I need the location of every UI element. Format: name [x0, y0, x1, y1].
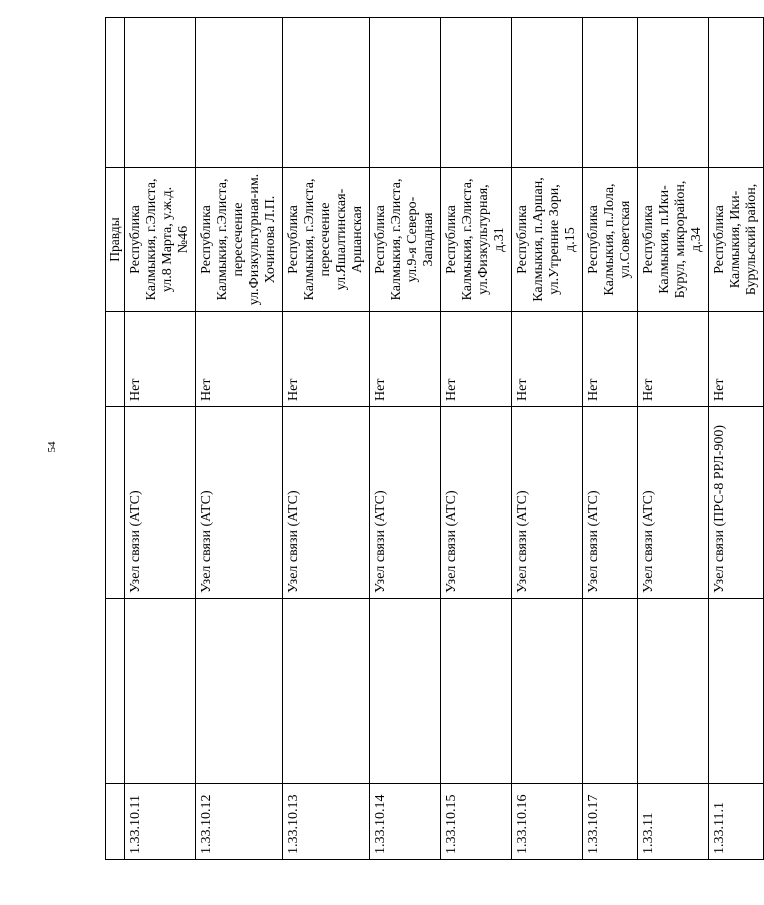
- row-extra-cell: [638, 18, 709, 168]
- row-address: Республика Калмыкия, г.Элиста, ул.Физкультурная, д.31: [441, 168, 512, 312]
- row-flag: Нет: [370, 312, 441, 407]
- table-header-row: [106, 18, 125, 860]
- row-address: Республика Калмыкия, г.Элиста, пересечение ул.Физкультурная-им. Хочинова Л.П.: [196, 168, 283, 312]
- row-address: Республика Калмыкия, г.Элиста, пересечение ул.Яшалтинская-Аршанская: [283, 168, 370, 312]
- row-address: Республика Калмыкия, п.Аршан, ул.Утренние Зори, д.15: [512, 168, 583, 312]
- row-code: 1.33.10.17: [583, 784, 638, 860]
- row-object: Узел связи (АТС): [125, 407, 196, 599]
- row-name-cell: [283, 599, 370, 784]
- table-row: [283, 18, 370, 860]
- objects-table: [105, 17, 764, 860]
- row-flag: Нет: [283, 312, 370, 407]
- row-flag: Нет: [196, 312, 283, 407]
- row-address: Республика Калмыкия, г.Элиста, ул.9-я Северо-Западная: [370, 168, 441, 312]
- header-address: Правды: [106, 168, 125, 312]
- header-flag: [106, 312, 125, 407]
- rotated-table-wrapper: [105, 18, 759, 860]
- row-address: Республика Калмыкия, г.Элиста, ул.8 Марта, у.ж.д. №46: [125, 168, 196, 312]
- row-name-cell: [709, 599, 764, 784]
- row-flag: Нет: [709, 312, 764, 407]
- page-number: 54: [46, 441, 58, 453]
- row-address: Республика Калмыкия, п.Ики-Бурул, микрорайон, д.34: [638, 168, 709, 312]
- row-flag: Нет: [583, 312, 638, 407]
- table-row: [125, 18, 196, 860]
- row-extra-cell: [583, 18, 638, 168]
- header-object: [106, 407, 125, 599]
- header-code: [106, 784, 125, 860]
- row-code: 1.33.10.15: [441, 784, 512, 860]
- row-extra-cell: [512, 18, 583, 168]
- row-name-cell: [196, 599, 283, 784]
- table-row: [370, 18, 441, 860]
- row-object: Узел связи (АТС): [283, 407, 370, 599]
- row-extra-cell: [370, 18, 441, 168]
- row-name-cell: [638, 599, 709, 784]
- table-row: [196, 18, 283, 860]
- row-flag: Нет: [512, 312, 583, 407]
- row-extra-cell: [441, 18, 512, 168]
- row-code: 1.33.10.16: [512, 784, 583, 860]
- row-name-cell: [512, 599, 583, 784]
- row-object: Узел связи (АТС): [512, 407, 583, 599]
- header-name: [106, 599, 125, 784]
- row-code: 1.33.10.13: [283, 784, 370, 860]
- row-code: 1.33.11.1: [709, 784, 764, 860]
- row-object: Узел связи (АТС): [583, 407, 638, 599]
- table-row: [441, 18, 512, 860]
- row-extra-cell: [283, 18, 370, 168]
- row-object: Узел связи (АТС): [441, 407, 512, 599]
- row-name-cell: [583, 599, 638, 784]
- row-flag: Нет: [441, 312, 512, 407]
- row-name-cell: [370, 599, 441, 784]
- row-code: 1.33.10.11: [125, 784, 196, 860]
- row-address: Республика Калмыкия, Ики-Бурульский район,: [709, 168, 764, 312]
- row-object: Узел связи (АТС): [370, 407, 441, 599]
- row-code: 1.33.10.12: [196, 784, 283, 860]
- row-flag: Нет: [125, 312, 196, 407]
- row-object: Узел связи (АТС): [638, 407, 709, 599]
- row-code: 1.33.11: [638, 784, 709, 860]
- header-extra: [106, 18, 125, 168]
- row-name-cell: [125, 599, 196, 784]
- table-row: [583, 18, 638, 860]
- row-object: Узел связи (АТС): [196, 407, 283, 599]
- row-code: 1.33.10.14: [370, 784, 441, 860]
- row-object: Узел связи (ПРС-8 РРЛ-900): [709, 407, 764, 599]
- table-row: [709, 18, 764, 860]
- row-address: Республика Калмыкия, п.Лола, ул.Советская: [583, 168, 638, 312]
- table-row: [638, 18, 709, 860]
- row-extra-cell: [196, 18, 283, 168]
- row-name-cell: [441, 599, 512, 784]
- table-row: [512, 18, 583, 860]
- row-extra-cell: [709, 18, 764, 168]
- row-extra-cell: [125, 18, 196, 168]
- rotated-table-area: [105, 18, 759, 860]
- row-flag: Нет: [638, 312, 709, 407]
